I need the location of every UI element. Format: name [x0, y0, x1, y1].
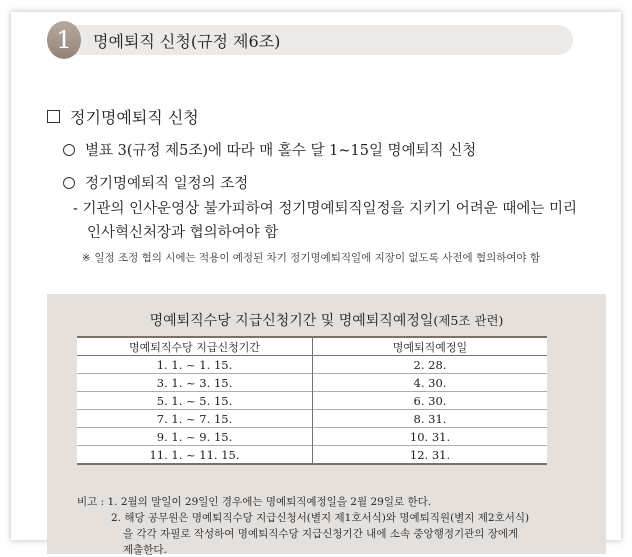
- circle-bullet-icon: [63, 177, 75, 189]
- section-title: 명예퇴직 신청(규정 제6조): [93, 32, 281, 51]
- table-cell: 3. 1. ~ 3. 15.: [77, 374, 313, 392]
- box-title-main: 명예퇴직수당 지급신청기간 및 명예퇴직예정일: [149, 313, 434, 329]
- column-header: 명예퇴직수당 지급신청기간: [77, 337, 313, 356]
- table-row: [77, 428, 547, 446]
- table-cell: 12. 31.: [313, 446, 548, 465]
- note-line: [82, 250, 540, 265]
- section-number-badge: 1: [47, 21, 81, 59]
- remark-line: 2. 해당 공무원은 명예퇴직수당 지급신청서(별지 제1호서식)와 명예퇴직원(별지 제2호서식): [111, 512, 530, 524]
- document-page: [11, 12, 621, 556]
- note-symbol: ※: [82, 253, 91, 264]
- dash-line: 인사혁신처장과 협의하여야 함: [87, 225, 279, 241]
- table-row: [77, 356, 547, 374]
- schedule-box: [47, 294, 606, 554]
- remark-line: 비고 : 1. 2월의 말일이 29일인 경우에는 명예퇴직예정일을 2월 29일로 한다.: [77, 496, 432, 508]
- table-cell: 10. 31.: [313, 428, 548, 446]
- table-header-row: [77, 337, 547, 356]
- table-cell: 7. 1. ~ 7. 15.: [77, 410, 313, 428]
- table-cell: 4. 30.: [313, 374, 548, 392]
- box-title-suffix: (제5조 관련): [433, 313, 504, 328]
- column-header: 명예퇴직예정일: [313, 337, 548, 356]
- square-bullet-icon: [47, 110, 60, 123]
- remark-line: 제출한다.: [123, 544, 167, 556]
- table-cell: 6. 30.: [313, 392, 548, 410]
- list-item: [63, 172, 248, 193]
- table-cell: 5. 1. ~ 5. 15.: [77, 392, 313, 410]
- subsection-heading-text: 정기명예퇴직 신청: [70, 108, 199, 127]
- table-row: [77, 410, 547, 428]
- remark-line: 을 각각 자필로 작성하여 명예퇴직수당 지급신청기간 내에 소속 중앙행정기관의 장에게: [123, 528, 519, 540]
- table-row: [77, 392, 547, 410]
- list-item: [63, 139, 476, 160]
- table-cell: 11. 1. ~ 11. 15.: [77, 446, 313, 465]
- schedule-table: [77, 336, 547, 465]
- table-cell: 2. 28.: [313, 356, 548, 374]
- circle-bullet-icon: [63, 144, 75, 156]
- table-row: [77, 446, 547, 465]
- table-row: [77, 374, 547, 392]
- dash-line: - 기관의 인사운영상 불가피하여 정기명예퇴직일정을 지키기 어려운 때에는 미리: [73, 201, 578, 217]
- box-title: [47, 310, 606, 330]
- subsection-heading: [47, 105, 199, 128]
- list-item-text: 정기명예퇴직 일정의 조정: [85, 176, 249, 192]
- table-cell: 1. 1. ~ 1. 15.: [77, 356, 313, 374]
- list-item-text: 별표 3(규정 제5조)에 따라 매 홀수 달 1~15일 명예퇴직 신청: [85, 143, 477, 159]
- note-text: 일정 조정 협의 시에는 적용이 예정된 차기 정기명예퇴직일에 지장이 없도록 사전에 협의하여야 함: [94, 252, 541, 264]
- table-cell: 8. 31.: [313, 410, 548, 428]
- table-cell: 9. 1. ~ 9. 15.: [77, 428, 313, 446]
